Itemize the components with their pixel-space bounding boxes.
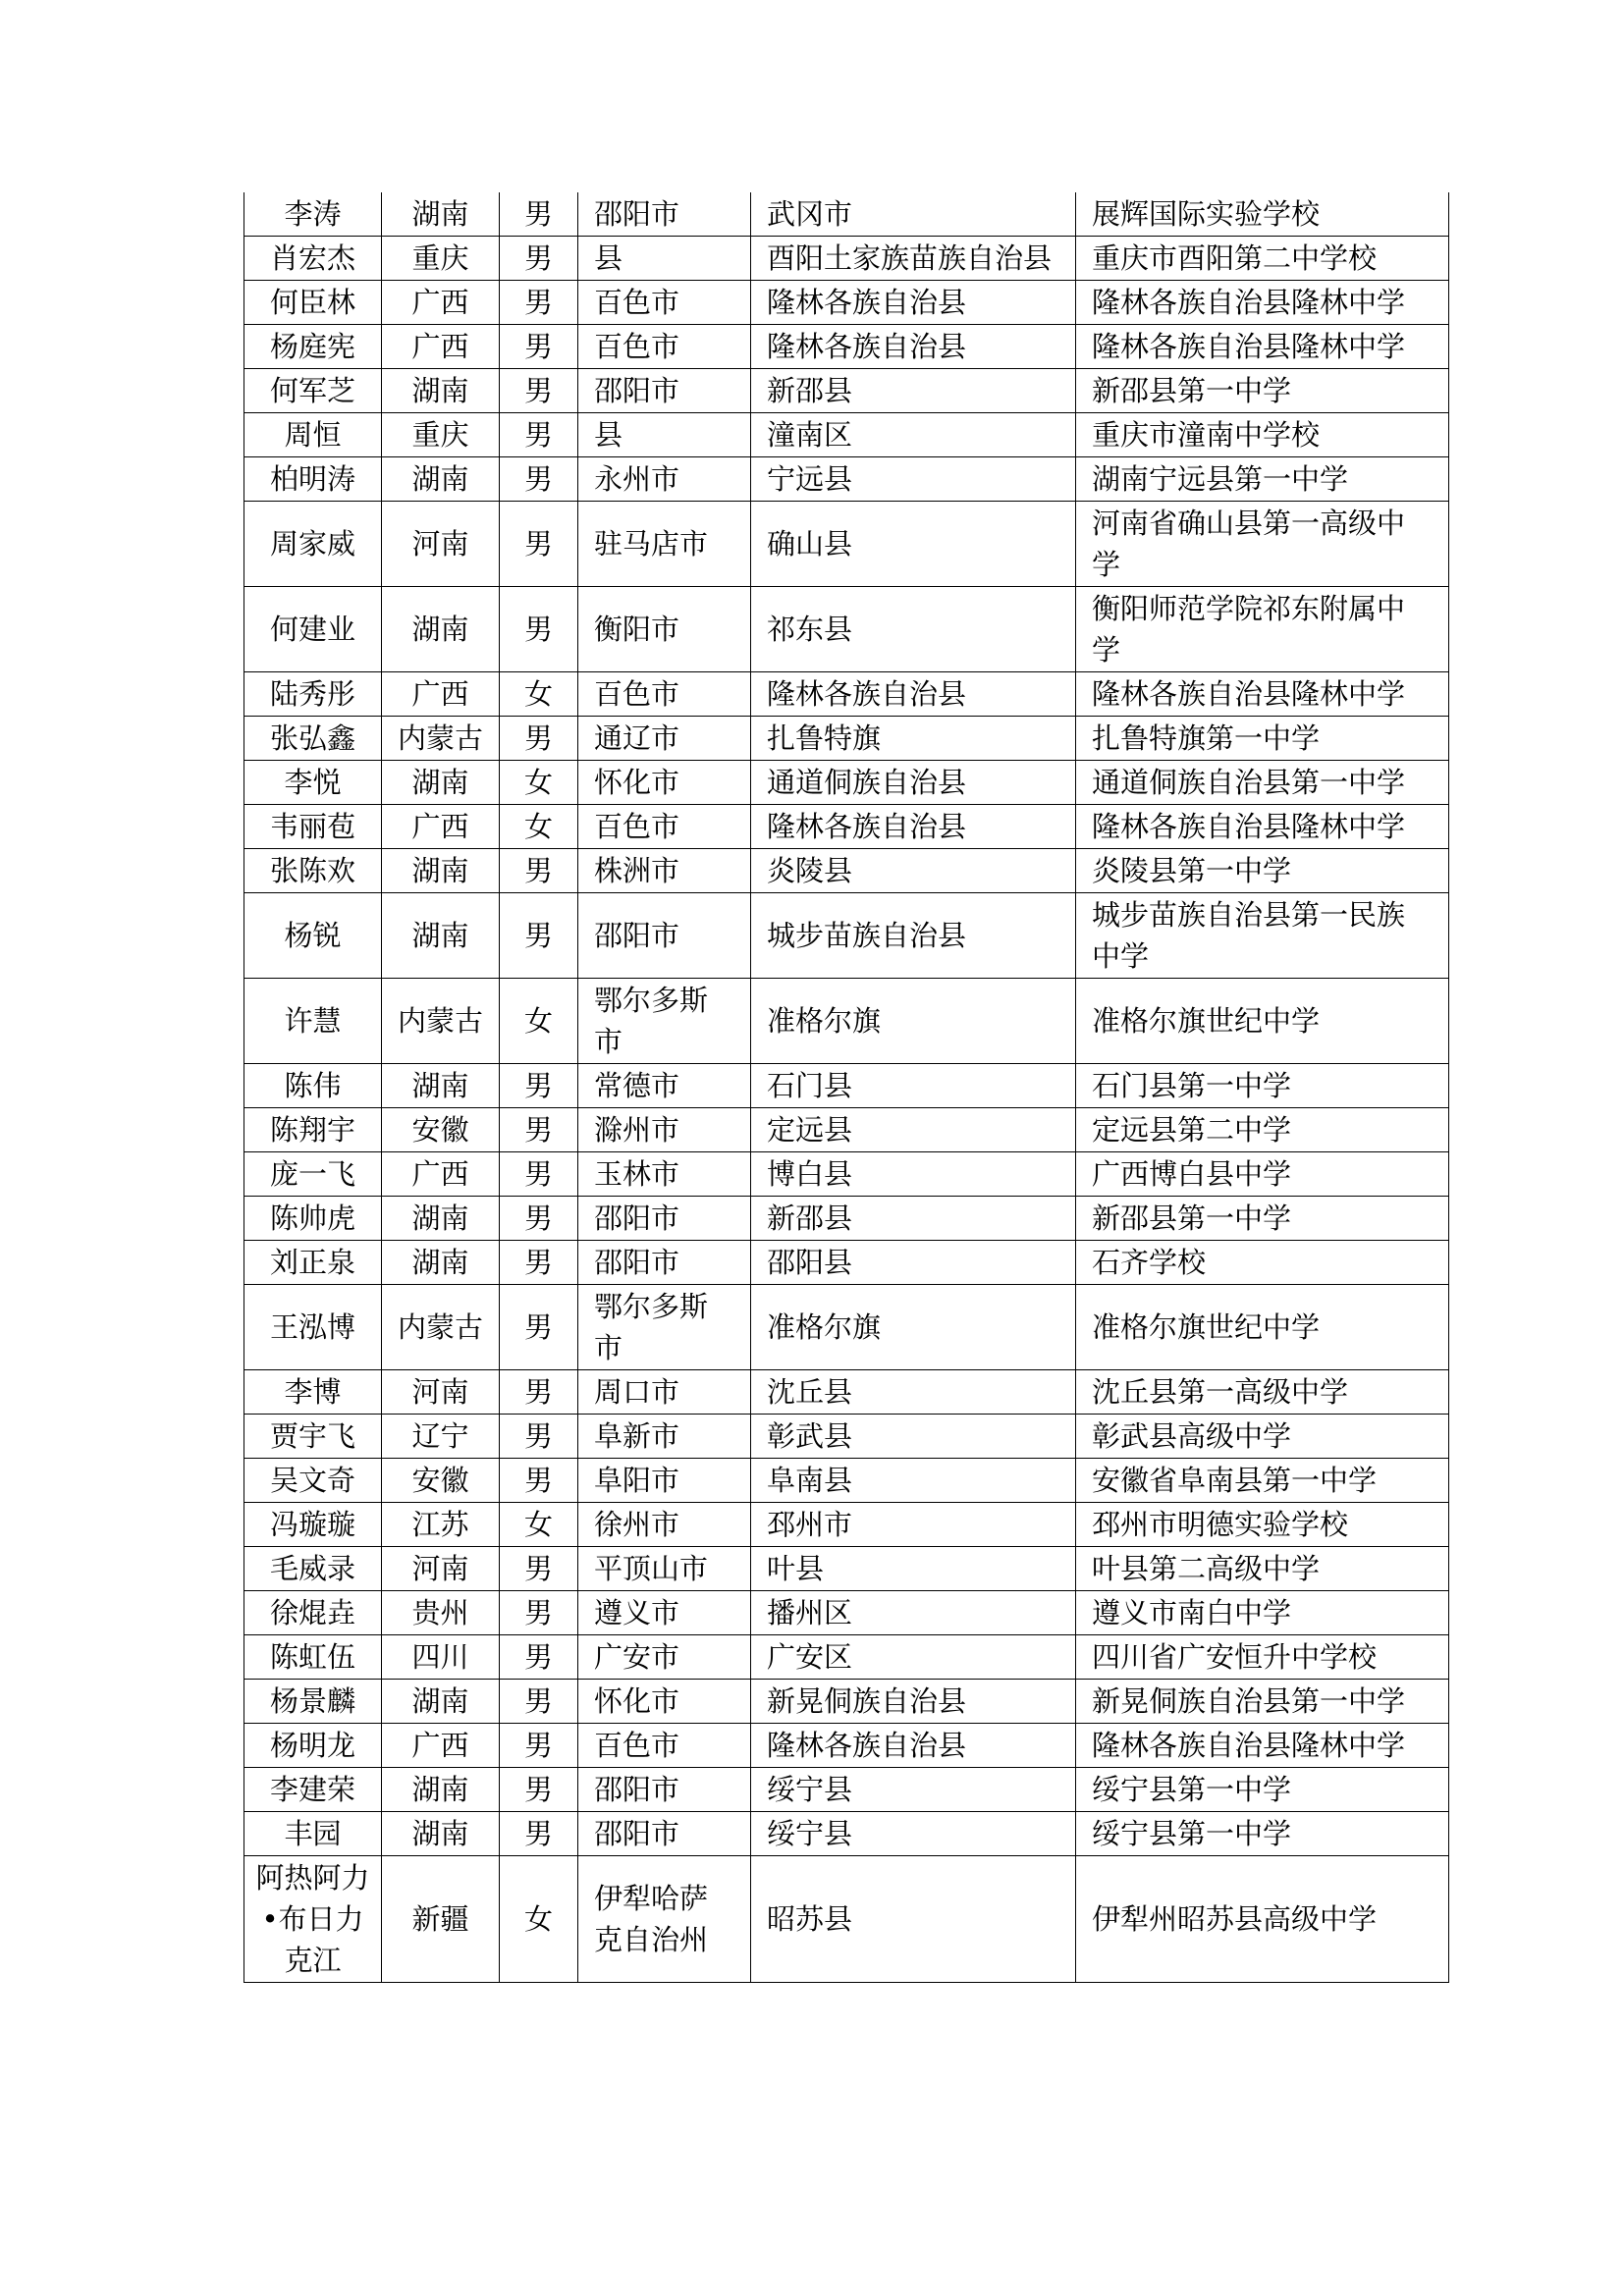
cell-gender: 男 xyxy=(500,1197,578,1241)
table-row xyxy=(244,1064,1449,1108)
cell-name: 陈伟 xyxy=(244,1064,382,1108)
cell-province: 广西 xyxy=(382,805,500,849)
cell-school: 展辉国际实验学校 xyxy=(1076,192,1449,237)
cell-gender: 女 xyxy=(500,672,578,717)
cell-school: 通道侗族自治县第一中学 xyxy=(1076,761,1449,805)
cell-county: 炎陵县 xyxy=(751,849,1076,893)
cell-province: 湖南 xyxy=(382,192,500,237)
cell-county: 准格尔旗 xyxy=(751,1285,1076,1370)
cell-county: 昭苏县 xyxy=(751,1856,1076,1983)
cell-gender: 女 xyxy=(500,1856,578,1983)
table-row xyxy=(244,1856,1449,1983)
cell-school: 彰武县高级中学 xyxy=(1076,1415,1449,1459)
cell-name: 李悦 xyxy=(244,761,382,805)
cell-name: 徐焜垚 xyxy=(244,1591,382,1635)
cell-name: 肖宏杰 xyxy=(244,237,382,281)
cell-city: 鄂尔多斯市 xyxy=(578,979,751,1064)
cell-city: 通辽市 xyxy=(578,717,751,761)
cell-city: 永州市 xyxy=(578,457,751,502)
table-row xyxy=(244,1812,1449,1856)
cell-gender: 女 xyxy=(500,1503,578,1547)
table-row xyxy=(244,1108,1449,1152)
cell-province: 河南 xyxy=(382,502,500,587)
cell-gender: 男 xyxy=(500,413,578,457)
cell-gender: 男 xyxy=(500,1768,578,1812)
cell-city: 阜阳市 xyxy=(578,1459,751,1503)
cell-school: 隆林各族自治县隆林中学 xyxy=(1076,1724,1449,1768)
cell-county: 绥宁县 xyxy=(751,1812,1076,1856)
cell-city: 驻马店市 xyxy=(578,502,751,587)
cell-county: 隆林各族自治县 xyxy=(751,325,1076,369)
cell-province: 重庆 xyxy=(382,237,500,281)
cell-name: 陈帅虎 xyxy=(244,1197,382,1241)
cell-gender: 女 xyxy=(500,805,578,849)
cell-name: 杨锐 xyxy=(244,893,382,979)
cell-county: 博白县 xyxy=(751,1152,1076,1197)
cell-name: 李涛 xyxy=(244,192,382,237)
cell-school: 石齐学校 xyxy=(1076,1241,1449,1285)
cell-school: 重庆市酉阳第二中学校 xyxy=(1076,237,1449,281)
cell-school: 湖南宁远县第一中学 xyxy=(1076,457,1449,502)
cell-city: 邵阳市 xyxy=(578,192,751,237)
cell-gender: 男 xyxy=(500,192,578,237)
cell-gender: 男 xyxy=(500,1680,578,1724)
cell-school: 叶县第二高级中学 xyxy=(1076,1547,1449,1591)
cell-name: 杨明龙 xyxy=(244,1724,382,1768)
cell-province: 湖南 xyxy=(382,1768,500,1812)
cell-name: 贾宇飞 xyxy=(244,1415,382,1459)
cell-county: 确山县 xyxy=(751,502,1076,587)
cell-city: 邵阳市 xyxy=(578,369,751,413)
cell-gender: 男 xyxy=(500,281,578,325)
cell-city: 邵阳市 xyxy=(578,1197,751,1241)
table-row xyxy=(244,1547,1449,1591)
cell-province: 湖南 xyxy=(382,1680,500,1724)
cell-province: 湖南 xyxy=(382,1197,500,1241)
table-row xyxy=(244,1503,1449,1547)
cell-city: 邵阳市 xyxy=(578,1812,751,1856)
cell-school: 沈丘县第一高级中学 xyxy=(1076,1370,1449,1415)
cell-county: 邳州市 xyxy=(751,1503,1076,1547)
cell-name: 丰园 xyxy=(244,1812,382,1856)
table-row xyxy=(244,849,1449,893)
cell-gender: 男 xyxy=(500,457,578,502)
table-row xyxy=(244,1768,1449,1812)
cell-city: 广安市 xyxy=(578,1635,751,1680)
cell-school: 安徽省阜南县第一中学 xyxy=(1076,1459,1449,1503)
cell-city: 滁州市 xyxy=(578,1108,751,1152)
table-row xyxy=(244,1635,1449,1680)
table-row xyxy=(244,1680,1449,1724)
cell-province: 辽宁 xyxy=(382,1415,500,1459)
cell-school: 遵义市南白中学 xyxy=(1076,1591,1449,1635)
cell-name: 何臣林 xyxy=(244,281,382,325)
cell-city: 百色市 xyxy=(578,672,751,717)
cell-gender: 男 xyxy=(500,237,578,281)
cell-province: 安徽 xyxy=(382,1108,500,1152)
cell-name: 许慧 xyxy=(244,979,382,1064)
cell-city: 怀化市 xyxy=(578,1680,751,1724)
table-row xyxy=(244,1197,1449,1241)
cell-county: 祁东县 xyxy=(751,587,1076,672)
table-row xyxy=(244,672,1449,717)
table-row xyxy=(244,457,1449,502)
cell-county: 叶县 xyxy=(751,1547,1076,1591)
cell-name: 陆秀彤 xyxy=(244,672,382,717)
cell-province: 广西 xyxy=(382,1152,500,1197)
cell-province: 湖南 xyxy=(382,761,500,805)
cell-county: 绥宁县 xyxy=(751,1768,1076,1812)
cell-province: 湖南 xyxy=(382,369,500,413)
cell-school: 隆林各族自治县隆林中学 xyxy=(1076,672,1449,717)
cell-county: 广安区 xyxy=(751,1635,1076,1680)
cell-gender: 男 xyxy=(500,1459,578,1503)
cell-school: 绥宁县第一中学 xyxy=(1076,1812,1449,1856)
cell-gender: 男 xyxy=(500,1285,578,1370)
cell-province: 湖南 xyxy=(382,893,500,979)
table-row xyxy=(244,413,1449,457)
cell-province: 重庆 xyxy=(382,413,500,457)
cell-province: 广西 xyxy=(382,1724,500,1768)
cell-province: 内蒙古 xyxy=(382,979,500,1064)
cell-name: 周恒 xyxy=(244,413,382,457)
cell-gender: 男 xyxy=(500,1415,578,1459)
table-row xyxy=(244,1285,1449,1370)
table-row xyxy=(244,325,1449,369)
cell-school: 准格尔旗世纪中学 xyxy=(1076,979,1449,1064)
cell-province: 湖南 xyxy=(382,1812,500,1856)
table-row xyxy=(244,893,1449,979)
cell-school: 准格尔旗世纪中学 xyxy=(1076,1285,1449,1370)
cell-school: 隆林各族自治县隆林中学 xyxy=(1076,805,1449,849)
cell-name: 陈虹伍 xyxy=(244,1635,382,1680)
cell-province: 湖南 xyxy=(382,1241,500,1285)
cell-county: 城步苗族自治县 xyxy=(751,893,1076,979)
cell-city: 邵阳市 xyxy=(578,1241,751,1285)
cell-province: 四川 xyxy=(382,1635,500,1680)
cell-province: 广西 xyxy=(382,325,500,369)
roster-body xyxy=(244,192,1449,1983)
cell-school: 绥宁县第一中学 xyxy=(1076,1768,1449,1812)
cell-name: 庞一飞 xyxy=(244,1152,382,1197)
cell-gender: 男 xyxy=(500,1064,578,1108)
cell-gender: 男 xyxy=(500,325,578,369)
cell-gender: 男 xyxy=(500,893,578,979)
cell-city: 玉林市 xyxy=(578,1152,751,1197)
cell-city: 县 xyxy=(578,413,751,457)
cell-county: 彰武县 xyxy=(751,1415,1076,1459)
table-row xyxy=(244,717,1449,761)
cell-city: 百色市 xyxy=(578,325,751,369)
cell-city: 县 xyxy=(578,237,751,281)
cell-school: 重庆市潼南中学校 xyxy=(1076,413,1449,457)
cell-city: 周口市 xyxy=(578,1370,751,1415)
cell-name: 刘正泉 xyxy=(244,1241,382,1285)
cell-city: 鄂尔多斯市 xyxy=(578,1285,751,1370)
cell-school: 炎陵县第一中学 xyxy=(1076,849,1449,893)
cell-school: 石门县第一中学 xyxy=(1076,1064,1449,1108)
cell-city: 百色市 xyxy=(578,805,751,849)
cell-gender: 男 xyxy=(500,1241,578,1285)
cell-county: 播州区 xyxy=(751,1591,1076,1635)
cell-name: 杨庭宪 xyxy=(244,325,382,369)
cell-province: 广西 xyxy=(382,281,500,325)
cell-gender: 男 xyxy=(500,1152,578,1197)
cell-name: 柏明涛 xyxy=(244,457,382,502)
cell-city: 百色市 xyxy=(578,1724,751,1768)
cell-city: 怀化市 xyxy=(578,761,751,805)
cell-gender: 男 xyxy=(500,1108,578,1152)
cell-school: 广西博白县中学 xyxy=(1076,1152,1449,1197)
cell-county: 隆林各族自治县 xyxy=(751,281,1076,325)
cell-name: 张陈欢 xyxy=(244,849,382,893)
cell-school: 新晃侗族自治县第一中学 xyxy=(1076,1680,1449,1724)
table-row xyxy=(244,1370,1449,1415)
cell-name: 杨景麟 xyxy=(244,1680,382,1724)
cell-school: 伊犁州昭苏县高级中学 xyxy=(1076,1856,1449,1983)
cell-county: 潼南区 xyxy=(751,413,1076,457)
cell-gender: 男 xyxy=(500,849,578,893)
cell-gender: 男 xyxy=(500,717,578,761)
table-row xyxy=(244,369,1449,413)
cell-city: 株洲市 xyxy=(578,849,751,893)
table-row xyxy=(244,1724,1449,1768)
cell-gender: 男 xyxy=(500,1812,578,1856)
cell-county: 定远县 xyxy=(751,1108,1076,1152)
table-row xyxy=(244,979,1449,1064)
cell-county: 沈丘县 xyxy=(751,1370,1076,1415)
cell-county: 阜南县 xyxy=(751,1459,1076,1503)
cell-county: 酉阳土家族苗族自治县 xyxy=(751,237,1076,281)
cell-province: 河南 xyxy=(382,1370,500,1415)
table-row xyxy=(244,587,1449,672)
cell-name: 陈翔宇 xyxy=(244,1108,382,1152)
cell-name: 冯璇璇 xyxy=(244,1503,382,1547)
table-row xyxy=(244,761,1449,805)
cell-name: 李博 xyxy=(244,1370,382,1415)
cell-province: 贵州 xyxy=(382,1591,500,1635)
cell-county: 石门县 xyxy=(751,1064,1076,1108)
cell-county: 宁远县 xyxy=(751,457,1076,502)
cell-gender: 男 xyxy=(500,1547,578,1591)
cell-school: 河南省确山县第一高级中学 xyxy=(1076,502,1449,587)
cell-school: 邳州市明德实验学校 xyxy=(1076,1503,1449,1547)
cell-city: 徐州市 xyxy=(578,1503,751,1547)
cell-city: 常德市 xyxy=(578,1064,751,1108)
cell-gender: 女 xyxy=(500,761,578,805)
table-row xyxy=(244,192,1449,237)
cell-province: 内蒙古 xyxy=(382,1285,500,1370)
cell-county: 扎鲁特旗 xyxy=(751,717,1076,761)
table-row xyxy=(244,237,1449,281)
cell-gender: 女 xyxy=(500,979,578,1064)
cell-province: 湖南 xyxy=(382,1064,500,1108)
cell-school: 定远县第二中学 xyxy=(1076,1108,1449,1152)
cell-city: 衡阳市 xyxy=(578,587,751,672)
cell-county: 隆林各族自治县 xyxy=(751,672,1076,717)
table-row xyxy=(244,281,1449,325)
cell-county: 武冈市 xyxy=(751,192,1076,237)
table-row xyxy=(244,1415,1449,1459)
cell-county: 新晃侗族自治县 xyxy=(751,1680,1076,1724)
cell-province: 安徽 xyxy=(382,1459,500,1503)
cell-name: 李建荣 xyxy=(244,1768,382,1812)
cell-province: 湖南 xyxy=(382,849,500,893)
cell-gender: 男 xyxy=(500,1591,578,1635)
cell-name: 毛威录 xyxy=(244,1547,382,1591)
table-row xyxy=(244,805,1449,849)
cell-county: 准格尔旗 xyxy=(751,979,1076,1064)
cell-gender: 男 xyxy=(500,1635,578,1680)
cell-city: 邵阳市 xyxy=(578,893,751,979)
cell-gender: 男 xyxy=(500,1370,578,1415)
cell-county: 通道侗族自治县 xyxy=(751,761,1076,805)
cell-gender: 男 xyxy=(500,502,578,587)
cell-county: 新邵县 xyxy=(751,369,1076,413)
cell-school: 新邵县第一中学 xyxy=(1076,1197,1449,1241)
cell-county: 邵阳县 xyxy=(751,1241,1076,1285)
cell-city: 伊犁哈萨克自治州 xyxy=(578,1856,751,1983)
cell-county: 隆林各族自治县 xyxy=(751,805,1076,849)
cell-county: 新邵县 xyxy=(751,1197,1076,1241)
cell-city: 遵义市 xyxy=(578,1591,751,1635)
cell-province: 新疆 xyxy=(382,1856,500,1983)
student-roster-table xyxy=(244,192,1449,1983)
cell-name: 何军芝 xyxy=(244,369,382,413)
cell-province: 河南 xyxy=(382,1547,500,1591)
cell-city: 百色市 xyxy=(578,281,751,325)
cell-name: 阿热阿力•布日力克江 xyxy=(244,1856,382,1983)
cell-gender: 男 xyxy=(500,1724,578,1768)
cell-province: 湖南 xyxy=(382,457,500,502)
cell-name: 周家威 xyxy=(244,502,382,587)
cell-school: 隆林各族自治县隆林中学 xyxy=(1076,281,1449,325)
cell-name: 张弘鑫 xyxy=(244,717,382,761)
cell-gender: 男 xyxy=(500,369,578,413)
cell-school: 隆林各族自治县隆林中学 xyxy=(1076,325,1449,369)
cell-province: 内蒙古 xyxy=(382,717,500,761)
table-row xyxy=(244,502,1449,587)
cell-school: 四川省广安恒升中学校 xyxy=(1076,1635,1449,1680)
cell-gender: 男 xyxy=(500,587,578,672)
cell-school: 扎鲁特旗第一中学 xyxy=(1076,717,1449,761)
cell-name: 何建业 xyxy=(244,587,382,672)
cell-name: 韦丽苞 xyxy=(244,805,382,849)
cell-county: 隆林各族自治县 xyxy=(751,1724,1076,1768)
cell-province: 湖南 xyxy=(382,587,500,672)
cell-name: 吴文奇 xyxy=(244,1459,382,1503)
table-row xyxy=(244,1152,1449,1197)
cell-city: 平顶山市 xyxy=(578,1547,751,1591)
cell-school: 衡阳师范学院祁东附属中学 xyxy=(1076,587,1449,672)
cell-school: 城步苗族自治县第一民族中学 xyxy=(1076,893,1449,979)
table-row xyxy=(244,1459,1449,1503)
table-row xyxy=(244,1241,1449,1285)
cell-school: 新邵县第一中学 xyxy=(1076,369,1449,413)
cell-city: 阜新市 xyxy=(578,1415,751,1459)
cell-province: 江苏 xyxy=(382,1503,500,1547)
table-row xyxy=(244,1591,1449,1635)
cell-name: 王泓博 xyxy=(244,1285,382,1370)
cell-city: 邵阳市 xyxy=(578,1768,751,1812)
cell-province: 广西 xyxy=(382,672,500,717)
